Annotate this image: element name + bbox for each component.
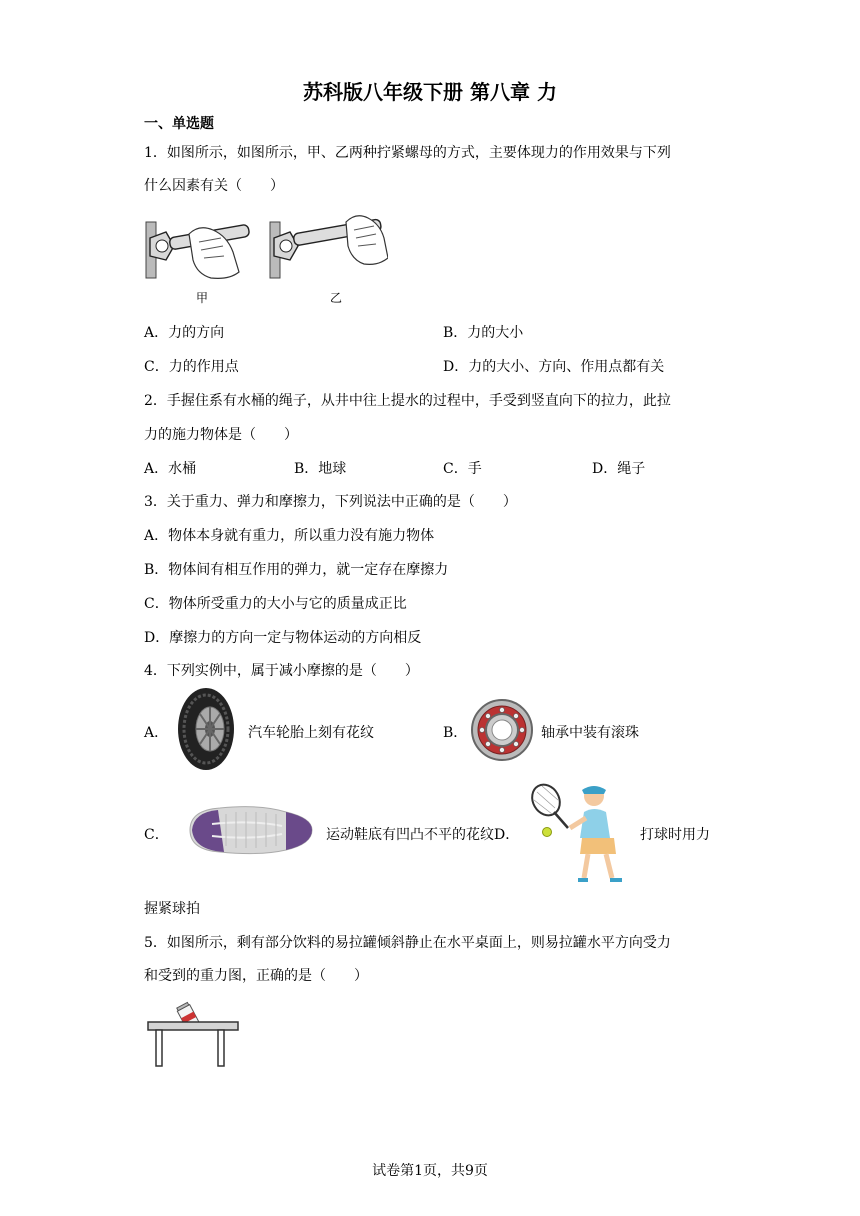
- q1-figure-wrench-a: [144, 208, 254, 286]
- section-heading: 一、单选题: [144, 116, 214, 132]
- table-can-figure: [146, 1000, 240, 1070]
- q2-option-d[interactable]: D．绳子: [592, 461, 646, 477]
- q2-stem-line2: 力的施力物体是（ ）: [144, 427, 298, 443]
- q3-option-d[interactable]: D．摩擦力的方向一定与物体运动的方向相反: [144, 630, 422, 646]
- q2-option-c[interactable]: C．手: [443, 461, 482, 477]
- q1-option-a[interactable]: A．力的方向: [144, 325, 225, 341]
- q3-option-a[interactable]: A．物体本身就有重力，所以重力没有施力物体: [144, 528, 435, 544]
- q5-stem-line1: 5．如图所示，剩有部分饮料的易拉罐倾斜静止在水平桌面上，则易拉罐水平方向受力: [144, 935, 671, 951]
- bearing-image: [470, 698, 534, 762]
- q1-figure-wrench-b: [268, 208, 388, 286]
- page-footer: 试卷第1页，共9页: [372, 1163, 488, 1179]
- q4-stem: 4．下列实例中，属于减小摩擦的是（ ）: [144, 663, 419, 679]
- q3-option-b[interactable]: B．物体间有相互作用的弹力，就一定存在摩擦力: [144, 562, 449, 578]
- q1-figure-label-b: 乙: [330, 291, 343, 305]
- q5-stem-line2: 和受到的重力图，正确的是（ ）: [144, 968, 368, 984]
- q2-stem-line1: 2．手握住系有水桶的绳子，从井中往上提水的过程中，手受到竖直向下的拉力，此拉: [144, 393, 671, 409]
- q1-stem-line1: 1．如图所示，如图所示，甲、乙两种拧紧螺母的方式，主要体现力的作用效果与下列: [144, 145, 671, 161]
- q4-option-a-label[interactable]: A．: [144, 725, 169, 741]
- shoe-sole-image: [182, 804, 316, 856]
- q1-option-b[interactable]: B．力的大小: [443, 325, 524, 341]
- q1-option-d[interactable]: D．力的大小、方向、作用点都有关: [443, 359, 665, 375]
- q1-option-c[interactable]: C．力的作用点: [144, 359, 239, 375]
- q4-option-c-label[interactable]: C．: [144, 827, 169, 843]
- q3-option-c[interactable]: C．物体所受重力的大小与它的质量成正比: [144, 596, 407, 612]
- q4-option-b-text: 轴承中装有滚珠: [541, 725, 639, 741]
- tire-image: [174, 686, 238, 772]
- q4-option-b-label[interactable]: B．: [443, 725, 468, 741]
- q4-option-a-text: 汽车轮胎上刻有花纹: [248, 725, 374, 741]
- q2-option-a[interactable]: A．水桶: [144, 461, 197, 477]
- q1-figure-label-a: 甲: [196, 291, 209, 305]
- q4-option-d-text: 打球时用力: [640, 827, 710, 843]
- q3-stem: 3．关于重力、弹力和摩擦力，下列说法中正确的是（ ）: [144, 494, 517, 510]
- q4-option-c-text: 运动鞋底有凹凸不平的花纹D．: [326, 827, 520, 843]
- tennis-player-image: [528, 778, 634, 888]
- q2-option-b[interactable]: B．地球: [294, 461, 347, 477]
- q1-stem-line2: 什么因素有关（ ）: [144, 178, 284, 194]
- page-title: 苏科版八年级下册 第八章 力: [303, 80, 557, 104]
- q4-option-d-text-continued: 握紧球拍: [144, 901, 200, 917]
